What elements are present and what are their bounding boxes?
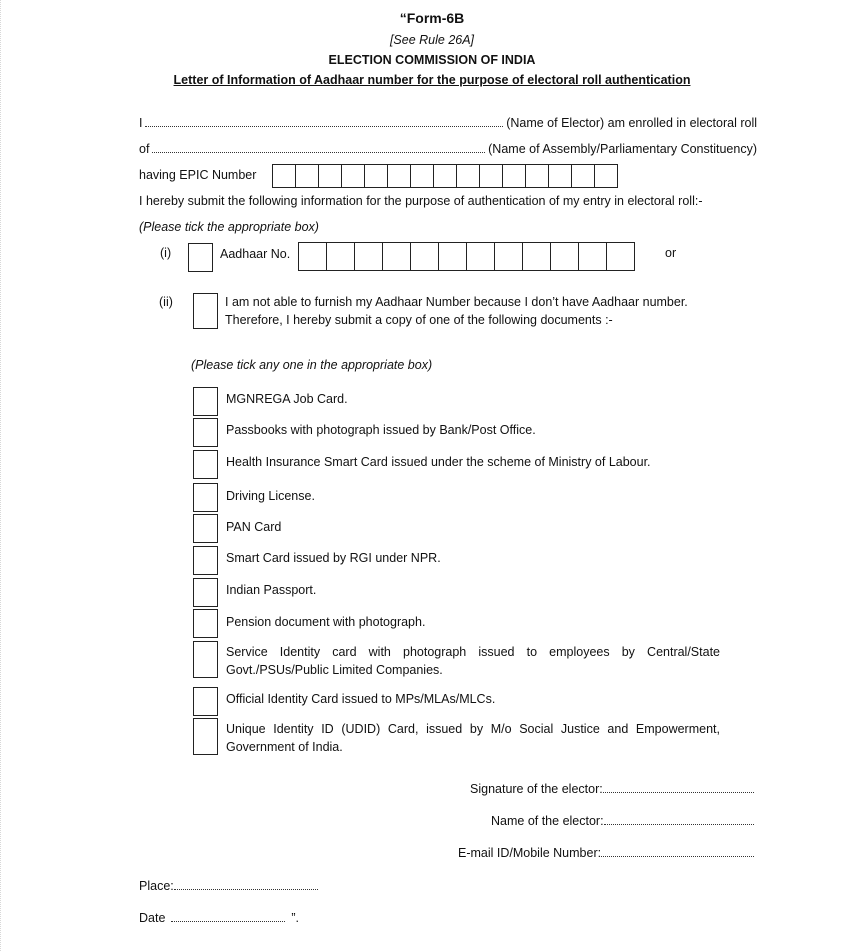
option-i-marker: (i)	[160, 246, 172, 260]
doc-label-official-id: Official Identity Card issued to MPs/MLAs/MLCs.	[226, 692, 496, 706]
aadhaar-number-grid[interactable]	[298, 242, 635, 271]
doc-checkbox-health-insurance[interactable]	[193, 450, 218, 479]
epic-cell[interactable]	[387, 165, 410, 187]
epic-cell[interactable]	[502, 165, 525, 187]
form-subject: Letter of Information of Aadhaar number for the purpose of electoral roll authentication	[173, 73, 691, 87]
doc-label-mgnrega: MGNREGA Job Card.	[226, 392, 348, 406]
aadhaar-cell[interactable]	[494, 243, 522, 270]
page-edge-line	[0, 0, 1, 951]
doc-checkbox-passbook[interactable]	[193, 418, 218, 447]
submit-statement: I hereby submit the following information for the purpose of authentication of my entry in electoral roll:-	[139, 194, 703, 208]
signature-label: Signature of the elector:	[470, 782, 603, 796]
doc-label-pan-card: PAN Card	[226, 520, 282, 534]
aadhaar-cell[interactable]	[606, 243, 634, 270]
doc-checkbox-pan-card[interactable]	[193, 514, 218, 543]
aadhaar-cell[interactable]	[522, 243, 550, 270]
doc-label-pension: Pension document with photograph.	[226, 615, 426, 629]
place-field[interactable]	[174, 888, 318, 890]
epic-cell[interactable]	[571, 165, 594, 187]
epic-cell[interactable]	[364, 165, 387, 187]
place-line	[139, 879, 321, 893]
closing-quote: ”.	[291, 911, 299, 925]
option-ii-checkbox[interactable]	[193, 293, 218, 329]
doc-checkbox-mgnrega[interactable]	[193, 387, 218, 416]
doc-checkbox-pension[interactable]	[193, 609, 218, 638]
aadhaar-cell[interactable]	[326, 243, 354, 270]
epic-cell[interactable]	[433, 165, 456, 187]
option-ii-marker: (ii)	[159, 295, 173, 309]
epic-cell[interactable]	[318, 165, 341, 187]
date-label: Date	[139, 911, 166, 925]
elector-name-label: Name of the elector:	[491, 814, 604, 828]
elector-name-sign-field[interactable]	[604, 823, 754, 825]
option-i-or: or	[665, 246, 677, 260]
doc-checkbox-passport[interactable]	[193, 578, 218, 607]
epic-cell[interactable]	[594, 165, 617, 187]
doc-label-passbook: Passbooks with photograph issued by Bank/Post Office.	[226, 423, 536, 437]
elector-prefix: I	[139, 116, 143, 130]
signature-field[interactable]	[603, 791, 754, 793]
aadhaar-cell[interactable]	[550, 243, 578, 270]
doc-checkbox-driving-license[interactable]	[193, 483, 218, 512]
date-field[interactable]	[171, 920, 285, 922]
aadhaar-cell[interactable]	[410, 243, 438, 270]
rule-reference: [See Rule 26A]	[389, 33, 475, 47]
option-ii-line1: I am not able to furnish my Aadhaar Number because I don’t have Aadhaar number.	[225, 295, 688, 309]
aadhaar-cell[interactable]	[438, 243, 466, 270]
option-i-checkbox[interactable]	[188, 243, 213, 272]
constituency-line	[139, 142, 757, 156]
epic-cell[interactable]	[525, 165, 548, 187]
doc-label-passport: Indian Passport.	[226, 583, 317, 597]
elector-suffix: (Name of Elector) am enrolled in electoral roll	[506, 116, 757, 130]
doc-checkbox-npr-smart-card[interactable]	[193, 546, 218, 575]
epic-cell[interactable]	[479, 165, 502, 187]
aadhaar-label: Aadhaar No.	[220, 247, 291, 261]
contact-field[interactable]	[601, 855, 754, 857]
aadhaar-cell[interactable]	[382, 243, 410, 270]
document-tick-note: (Please tick any one in the appropriate box)	[191, 358, 433, 372]
date-line	[139, 911, 299, 925]
epic-cell[interactable]	[273, 165, 295, 187]
doc-label-udid: Unique Identity ID (UDID) Card, issued by M/o Social Justice and Empowerment, Government of India.	[226, 722, 720, 754]
aadhaar-cell[interactable]	[578, 243, 606, 270]
epic-label: having EPIC Number	[139, 168, 257, 182]
authority-name: ELECTION COMMISSION OF INDIA	[328, 53, 536, 67]
elector-name-field[interactable]	[145, 125, 503, 127]
doc-checkbox-official-id[interactable]	[193, 687, 218, 716]
epic-cell[interactable]	[341, 165, 364, 187]
doc-label-driving-license: Driving License.	[226, 489, 315, 503]
elector-name-line	[139, 116, 757, 130]
constituency-suffix: (Name of Assembly/Parliamentary Constituency)	[488, 142, 757, 156]
doc-checkbox-udid[interactable]	[193, 718, 218, 755]
epic-number-grid[interactable]	[272, 164, 618, 188]
aadhaar-cell[interactable]	[354, 243, 382, 270]
signature-line	[470, 782, 757, 796]
aadhaar-cell[interactable]	[466, 243, 494, 270]
contact-label: E-mail ID/Mobile Number:	[458, 846, 602, 860]
place-label: Place:	[139, 879, 174, 893]
epic-cell[interactable]	[456, 165, 479, 187]
option-ii-line2: Therefore, I hereby submit a copy of one of the following documents :-	[225, 313, 613, 327]
contact-line	[458, 846, 757, 860]
epic-cell[interactable]	[410, 165, 433, 187]
doc-label-npr-smart-card: Smart Card issued by RGI under NPR.	[226, 551, 441, 565]
elector-name-sign-line	[491, 814, 757, 828]
form-title: “Form-6B	[399, 10, 465, 26]
doc-label-service-id: Service Identity card with photograph issued to employees by Central/State Govt./PSUs/Public Limited Companies.	[226, 645, 720, 677]
epic-cell[interactable]	[548, 165, 571, 187]
constituency-field[interactable]	[152, 151, 485, 153]
doc-label-health-insurance: Health Insurance Smart Card issued under the scheme of Ministry of Labour.	[226, 455, 651, 469]
epic-cell[interactable]	[295, 165, 318, 187]
constituency-prefix: of	[139, 142, 150, 156]
tick-note: (Please tick the appropriate box)	[139, 220, 319, 234]
doc-checkbox-service-id[interactable]	[193, 641, 218, 678]
aadhaar-cell[interactable]	[299, 243, 326, 270]
